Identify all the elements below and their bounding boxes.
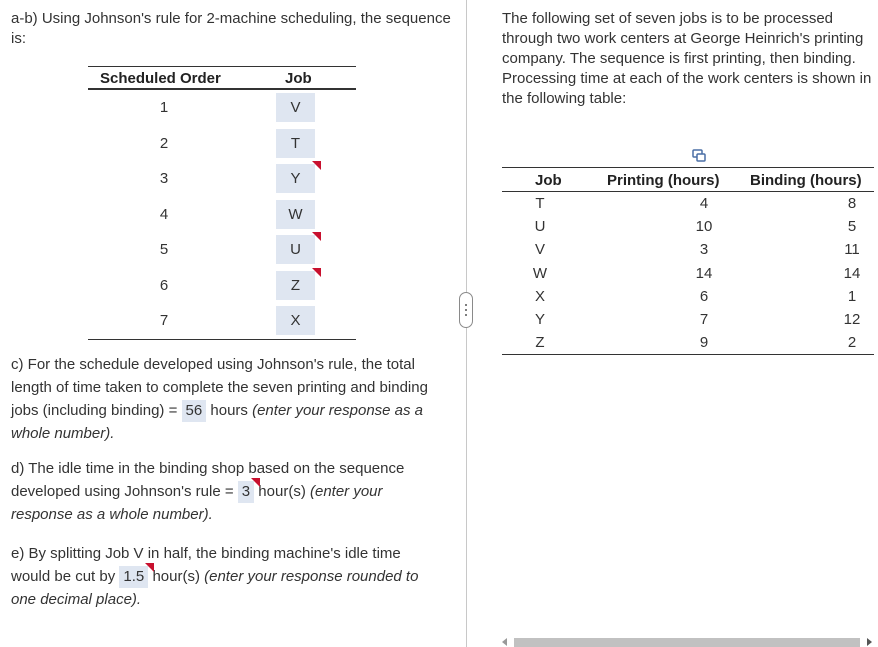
table-row [502,308,874,331]
table-row [502,215,874,238]
printing-hours-cell: 10 [695,218,713,236]
total-time-answer-input[interactable]: 56 [182,400,207,422]
part-c-text: c) For the schedule developed using Johnson's rule, the total length of time taken to complete the seven printing and binding jobs (including binding) = [11,356,428,419]
scheduled-order-cell: 6 [159,276,169,294]
scrollbar-thumb[interactable] [514,638,860,647]
scheduled-order-cell: 2 [159,134,169,152]
job-cell: T [535,195,545,212]
idle-time-answer-input[interactable]: 3 [238,481,254,503]
data-pane [470,0,878,647]
scheduled-order-cell: 3 [159,170,169,187]
binding-hours-cell: 12 [843,310,861,328]
problem-intro: The following set of seven jobs is to be processed through two work centers at George Heinrich's printing company. The sequence is first printing, then binding. Processing time at each of the work centers is shown in the following table: [502,10,872,107]
part-e-unit: hour(s) [152,568,200,585]
part-ab-heading: a-b) Using Johnson's rule for 2-machine scheduling, the sequence is: [11,10,451,47]
part-d-unit: hour(s) [258,483,306,500]
binding-hours-cell: 14 [843,264,861,282]
table-row [88,303,356,339]
printing-hours-cell: 9 [699,334,709,352]
binding-hours-cell: 1 [847,287,857,305]
part-d-text: d) The idle time in the binding shop based on the sequence developed using Johnson's rule = [11,460,405,500]
col-job: Job [285,70,312,87]
scroll-right-icon[interactable] [867,638,872,646]
processing-table-header [502,167,874,192]
part-e [11,542,431,611]
binding-hours-cell: 11 [844,241,860,259]
idle-reduction-answer-input[interactable]: 1.5 [119,566,148,588]
table-row [88,197,356,233]
col-job: Job [535,172,562,189]
binding-hours-cell: 5 [847,218,857,236]
job-answer-input[interactable]: Z [276,271,315,300]
sequence-answer-table [88,66,356,340]
table-row [502,238,874,261]
table-row [88,161,356,197]
job-answer-input[interactable]: T [276,129,315,158]
col-printing: Printing (hours) [607,172,720,189]
printing-hours-cell: 7 [699,310,709,328]
scheduled-order-cell: 7 [159,312,169,329]
binding-hours-cell: 2 [847,334,857,352]
incorrect-flag-icon [251,478,260,487]
table-row [88,232,356,268]
job-cell: W [532,264,548,282]
job-answer-input[interactable]: U [276,235,315,264]
printing-hours-cell: 4 [699,195,709,212]
table-bottom-rule [88,339,356,340]
sequence-rows [88,90,356,339]
printing-hours-cell: 6 [699,287,709,305]
job-cell: X [534,287,545,305]
table-row [502,192,874,215]
part-c-hint: (enter your response as a whole number). [11,402,424,442]
processing-time-table [502,167,874,355]
part-c [11,353,431,445]
part-e-text: e) By splitting Job V in half, the binding machine's idle time would be cut by [11,545,401,585]
scheduled-order-cell: 5 [159,241,169,258]
incorrect-flag-icon [312,161,321,170]
job-cell: V [534,241,545,259]
copy-data-icon[interactable] [692,148,706,162]
job-answer-input[interactable]: V [276,93,315,122]
job-answer-input[interactable]: W [276,200,315,229]
job-answer-input[interactable]: Y [276,164,315,193]
col-binding: Binding (hours) [750,172,862,189]
job-cell: Z [535,334,545,352]
printing-hours-cell: 3 [699,241,709,259]
part-c-unit: hours [210,402,248,419]
table-row [502,262,874,285]
table-row [88,126,356,162]
table-row [88,90,356,126]
col-scheduled-order: Scheduled Order [100,70,221,87]
part-d [11,457,431,526]
incorrect-flag-icon [312,268,321,277]
processing-rows [502,192,874,354]
table-row [88,268,356,304]
job-answer-input[interactable]: X [276,306,315,335]
part-d-hint: (enter your response as a whole number). [11,483,383,523]
incorrect-flag-icon [312,232,321,241]
job-cell: U [534,218,546,236]
scheduled-order-cell: 1 [159,99,169,116]
table-bottom-rule [502,354,874,355]
scroll-left-icon[interactable] [502,638,507,646]
table-row [502,331,874,354]
part-e-hint: (enter your response rounded to one decimal place). [11,568,419,608]
scheduled-order-cell: 4 [159,205,169,223]
binding-hours-cell: 8 [847,195,857,212]
table-row [502,285,874,308]
horizontal-scrollbar[interactable] [502,637,872,647]
sequence-table-header [88,66,356,90]
printing-hours-cell: 14 [695,264,713,282]
job-cell: Y [534,310,545,328]
incorrect-flag-icon [145,563,154,572]
